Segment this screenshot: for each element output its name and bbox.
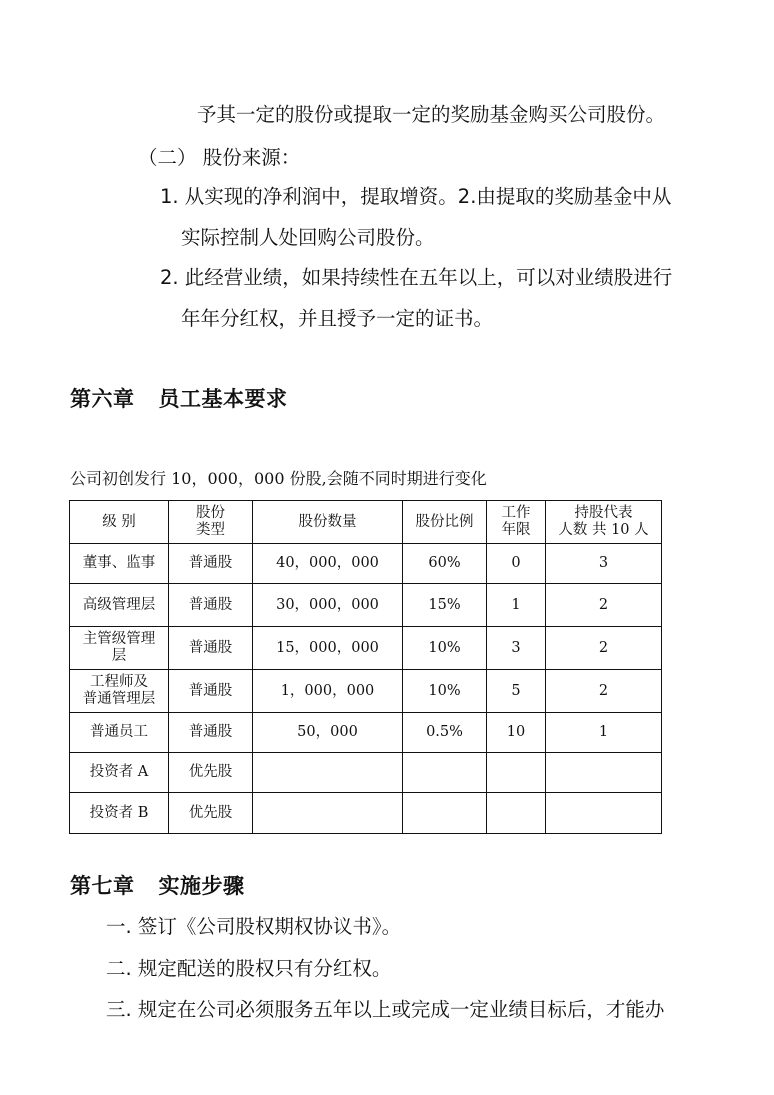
- chapter-six-heading: [70, 384, 288, 414]
- table-row: [70, 753, 662, 793]
- cell-ratio: 10%: [403, 670, 487, 713]
- chapter-title: 员工基本要求: [158, 387, 288, 411]
- table-row: [70, 584, 662, 627]
- cell-type: 普通股: [169, 627, 253, 670]
- cell-reps: 3: [546, 544, 662, 584]
- header-ratio: 股份比例: [403, 501, 487, 544]
- table-row: [70, 544, 662, 584]
- paragraph-line: 实际控制人处回购公司股份。: [181, 226, 435, 249]
- header-quantity: 股份数量: [253, 501, 403, 544]
- cell-reps: [546, 793, 662, 834]
- step-item: 三. 规定在公司必须服务五年以上或完成一定业绩目标后，才能办: [106, 998, 665, 1021]
- cell-level-line2: 普通管理层: [82, 691, 156, 707]
- cell-reps: 2: [546, 627, 662, 670]
- cell-ratio: [403, 753, 487, 793]
- cell-level: [70, 713, 169, 753]
- cell-type: 普通股: [169, 544, 253, 584]
- cell-years: 1: [487, 584, 546, 627]
- chapter-seven-heading: [70, 871, 245, 901]
- cell-quantity: [253, 793, 403, 834]
- cell-reps: 2: [546, 670, 662, 713]
- cell-quantity: 50，000: [253, 713, 403, 753]
- cell-level: [70, 793, 169, 834]
- paragraph-line: 2. 此经营业绩，如果持续性在五年以上，可以对业绩股进行: [160, 266, 673, 289]
- cell-years: 10: [487, 713, 546, 753]
- cell-level-line1: 董事、监事: [82, 555, 156, 571]
- cell-level: [70, 670, 169, 713]
- paragraph-line: 年年分红权，并且授予一定的证书。: [181, 307, 494, 330]
- chapter-number: 第六章: [70, 387, 135, 411]
- header-type-line2: 类型: [196, 522, 225, 538]
- cell-ratio: 15%: [403, 584, 487, 627]
- cell-ratio: 60%: [403, 544, 487, 584]
- table-header-row: [70, 501, 662, 544]
- cell-level: [70, 627, 169, 670]
- table-row: [70, 627, 662, 670]
- cell-type: 优先股: [169, 753, 253, 793]
- cell-quantity: [253, 753, 403, 793]
- cell-level-line1: 普通员工: [90, 724, 148, 740]
- cell-quantity: 15，000，000: [253, 627, 403, 670]
- chapter-number: 第七章: [70, 874, 135, 898]
- share-allocation-table: [69, 500, 662, 834]
- header-years-line1: 工作: [501, 505, 531, 521]
- cell-ratio: 10%: [403, 627, 487, 670]
- cell-type: 优先股: [169, 793, 253, 834]
- cell-level-line1: 主管级管理: [82, 631, 156, 647]
- step-item: 二. 规定配送的股权只有分红权。: [106, 957, 392, 980]
- paragraph-line: 予其一定的股份或提取一定的奖励基金购买公司股份。: [197, 103, 666, 126]
- cell-ratio: [403, 793, 487, 834]
- cell-level-line1: 投资者 A: [89, 764, 149, 780]
- cell-reps: 2: [546, 584, 662, 627]
- cell-level: [70, 753, 169, 793]
- cell-level: [70, 544, 169, 584]
- cell-years: 3: [487, 627, 546, 670]
- cell-type: 普通股: [169, 670, 253, 713]
- header-type-line1: 股份: [196, 505, 225, 521]
- cell-ratio: 0.5%: [403, 713, 487, 753]
- cell-level: [70, 584, 169, 627]
- cell-quantity: 1，000，000: [253, 670, 403, 713]
- cell-level-line1: 高级管理层: [82, 596, 156, 613]
- chapter-title: 实施步骤: [158, 874, 245, 898]
- cell-level-line1: 投资者 B: [89, 804, 149, 821]
- table-row: [70, 713, 662, 753]
- header-type: [169, 501, 253, 544]
- cell-years: 0: [487, 544, 546, 584]
- cell-quantity: 40，000，000: [253, 544, 403, 584]
- header-rep-line2: 人数 共 10 人: [558, 522, 649, 538]
- section-heading-share-source: （二） 股份来源：: [138, 146, 301, 169]
- cell-quantity: 30，000，000: [253, 584, 403, 627]
- header-representatives: [546, 501, 662, 544]
- header-years-line2: 年限: [501, 522, 531, 538]
- table-row: [70, 793, 662, 834]
- cell-level-line1: 工程师及: [90, 674, 148, 690]
- table-caption: 公司初创发行 10，000，000 份股,会随不同时期进行变化: [70, 469, 487, 488]
- header-years: [487, 501, 546, 544]
- cell-reps: [546, 753, 662, 793]
- header-level: 级 别: [70, 501, 169, 544]
- table-row: [70, 670, 662, 713]
- cell-type: 普通股: [169, 584, 253, 627]
- step-item: 一. 签订《公司股权期权协议书》。: [106, 915, 402, 938]
- paragraph-line: 1. 从实现的净利润中，提取增资。2.由提取的奖励基金中从: [160, 185, 672, 208]
- cell-years: [487, 793, 546, 834]
- header-rep-line1: 持股代表: [574, 505, 633, 521]
- cell-years: [487, 753, 546, 793]
- cell-years: 5: [487, 670, 546, 713]
- cell-level-line2: 层: [111, 648, 127, 664]
- cell-type: 普通股: [169, 713, 253, 753]
- cell-reps: 1: [546, 713, 662, 753]
